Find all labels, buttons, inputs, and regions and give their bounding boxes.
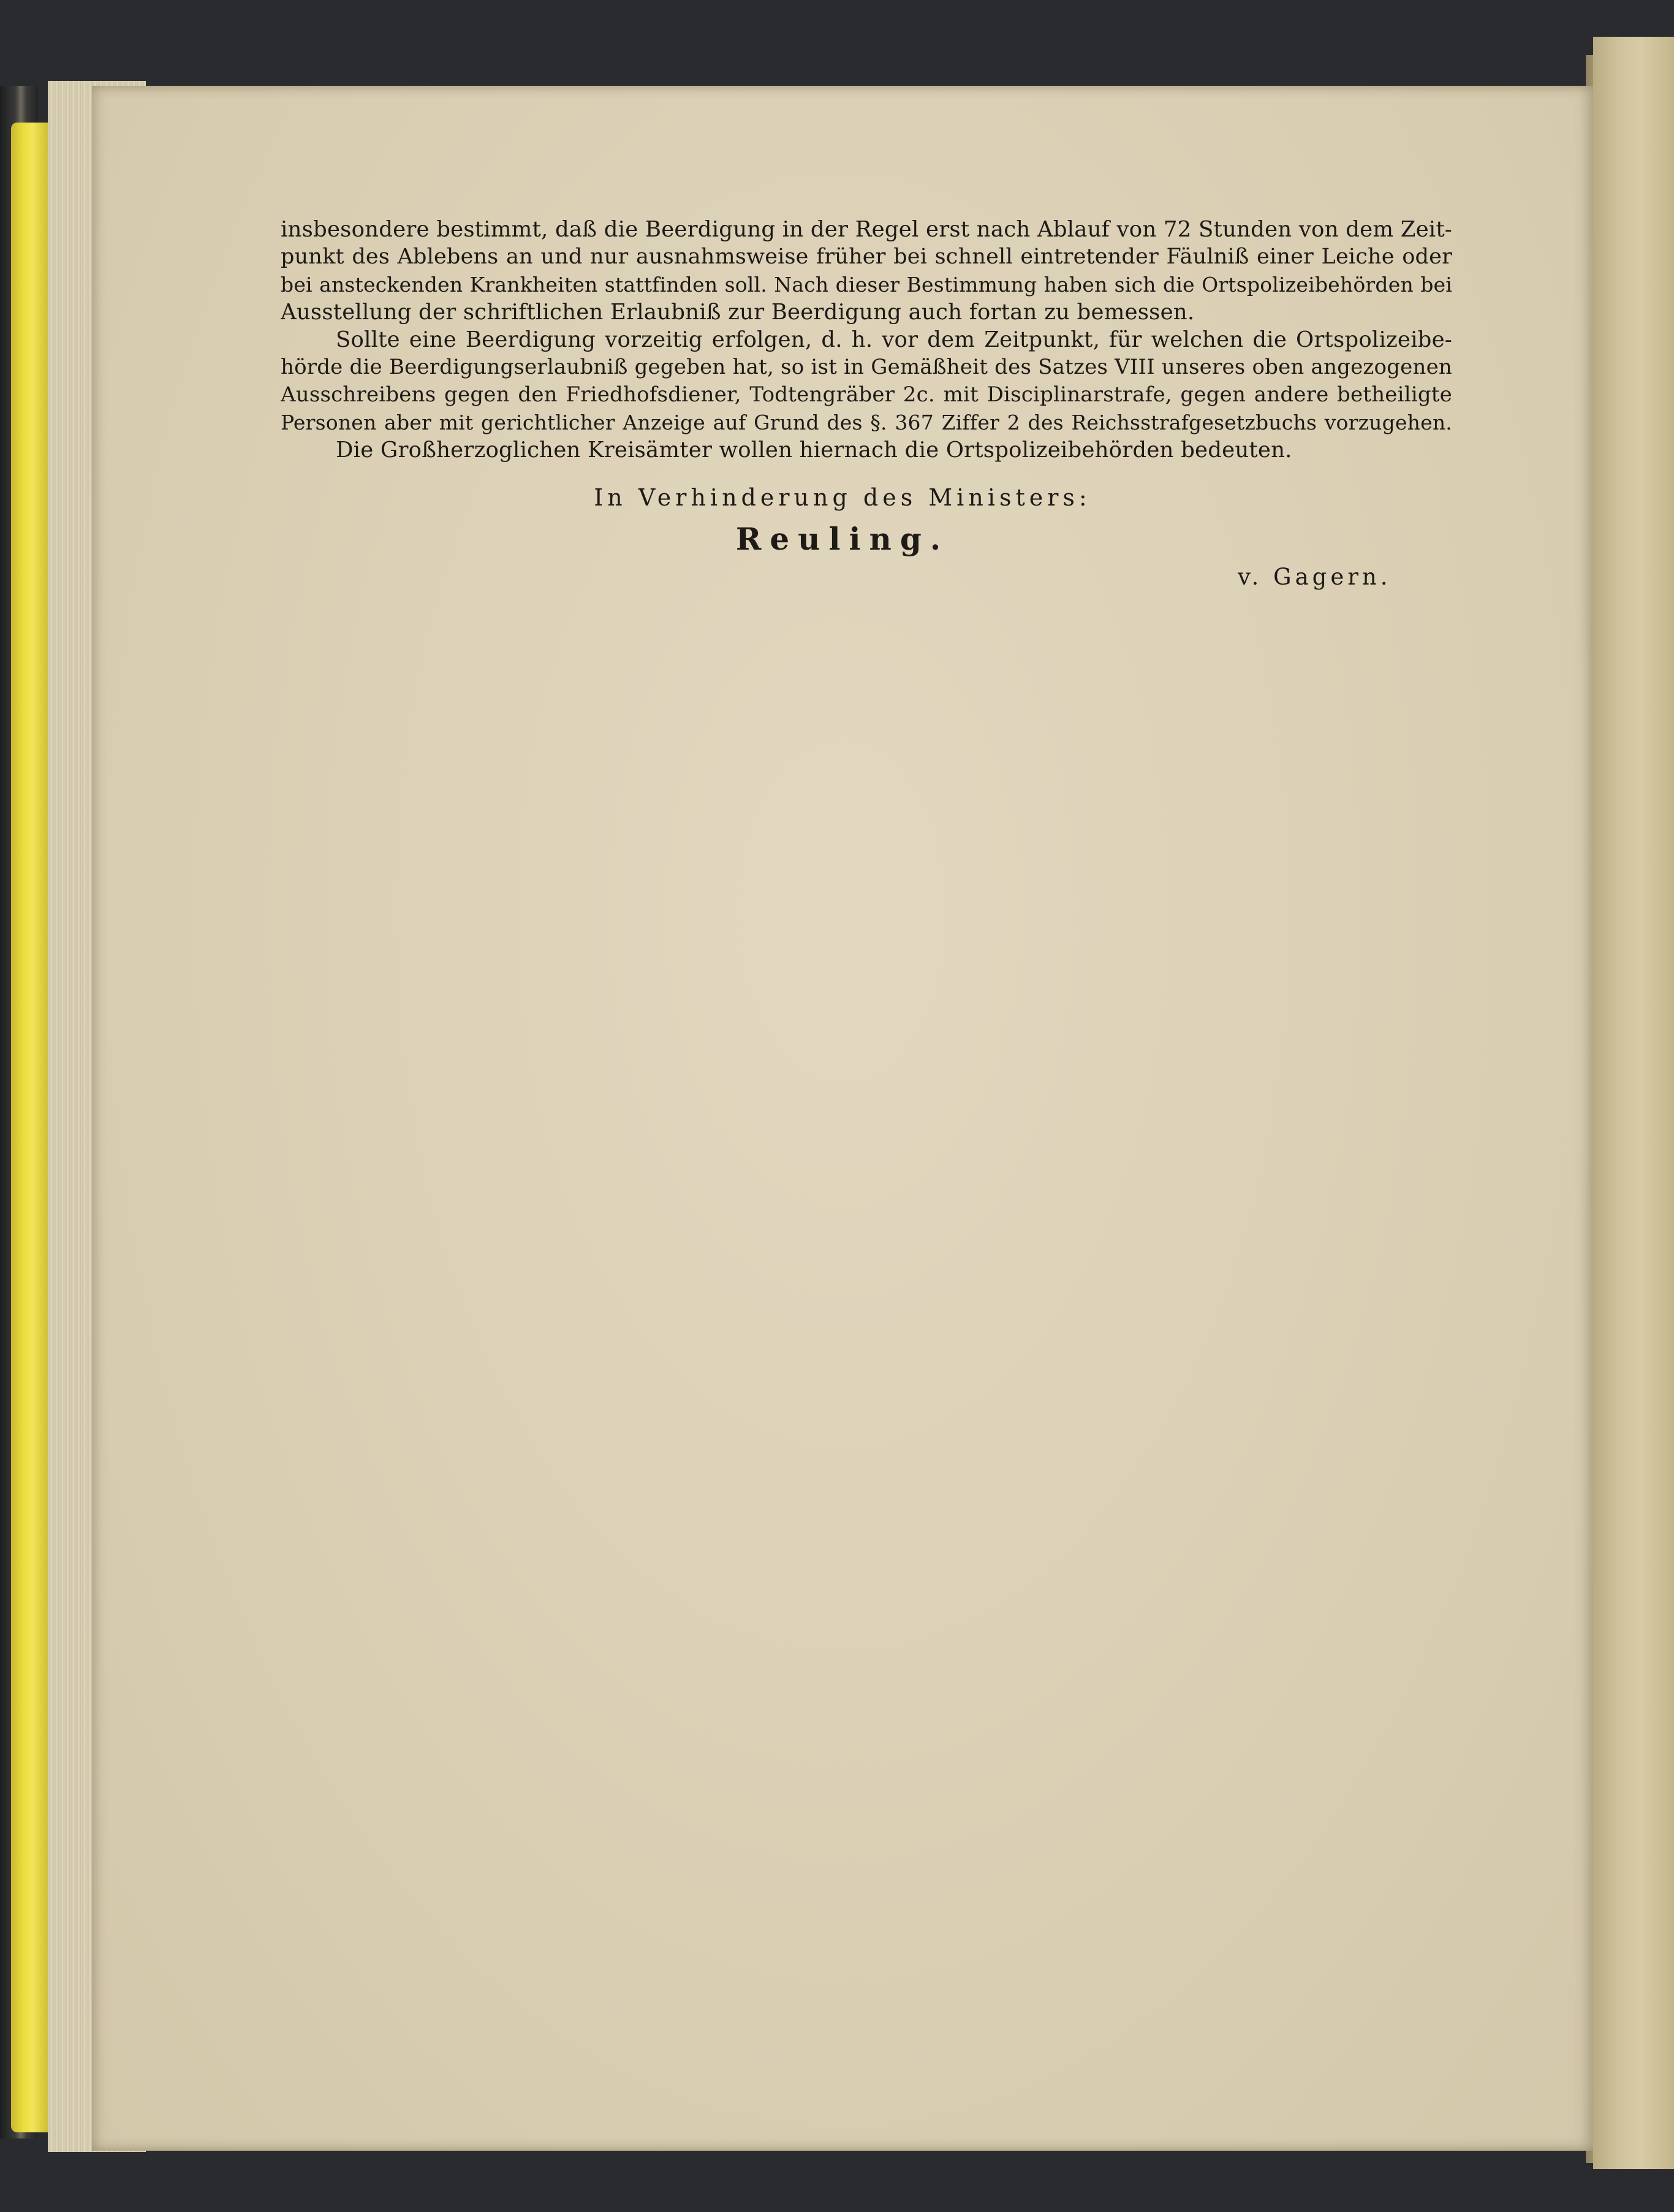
closing-formula: In Verhinderung des Ministers: bbox=[594, 484, 1091, 511]
text-line: Ausschreibens gegen den Friedhofsdiener, Todtengräber 2c. mit Disciplinarstrafe, gegen andere betheiligte bbox=[281, 382, 1452, 407]
text-line: Sollte eine Beerdigung vorzeitig erfolgen, d. h. vor dem Zeitpunkt, für welchen die Ortspolizeibe- bbox=[336, 327, 1452, 352]
text-line: insbesondere bestimmt, daß die Beerdigung in der Regel erst nach Ablauf von 72 Stunden von dem Zeit- bbox=[281, 217, 1452, 242]
text-line: Die Großherzoglichen Kreisämter wollen hiernach die Ortspolizeibehörden bedeuten. bbox=[336, 437, 1292, 463]
body-text bbox=[281, 216, 1452, 464]
text-line: Ausstellung der schriftlichen Erlaubniß zur Beerdigung auch fortan zu bemessen. bbox=[281, 300, 1195, 325]
text-line: bei ansteckenden Krankheiten stattfinden soll. Nach dieser Bestimmung haben sich die Ortspolizeibehörden bei bbox=[281, 273, 1452, 297]
text-line: Personen aber mit gerichtlicher Anzeige auf Grund des §. 367 Ziffer 2 des Reichsstrafgesetzbuchs vorzugehen. bbox=[281, 411, 1452, 434]
book-page bbox=[92, 86, 1593, 2151]
countersignature: v. Gagern. bbox=[1238, 564, 1392, 590]
text-line: punkt des Ablebens an und nur ausnahmsweise früher bei schnell eintretender Fäulniß einer Leiche oder bbox=[281, 244, 1452, 269]
signature: Reuling. bbox=[735, 521, 950, 557]
adjacent-page bbox=[1593, 37, 1674, 2169]
text-line: hörde die Beerdigungserlaubniß gegeben hat, so ist in Gemäßheit des Satzes VIII unseres oben angezogenen bbox=[281, 355, 1452, 379]
